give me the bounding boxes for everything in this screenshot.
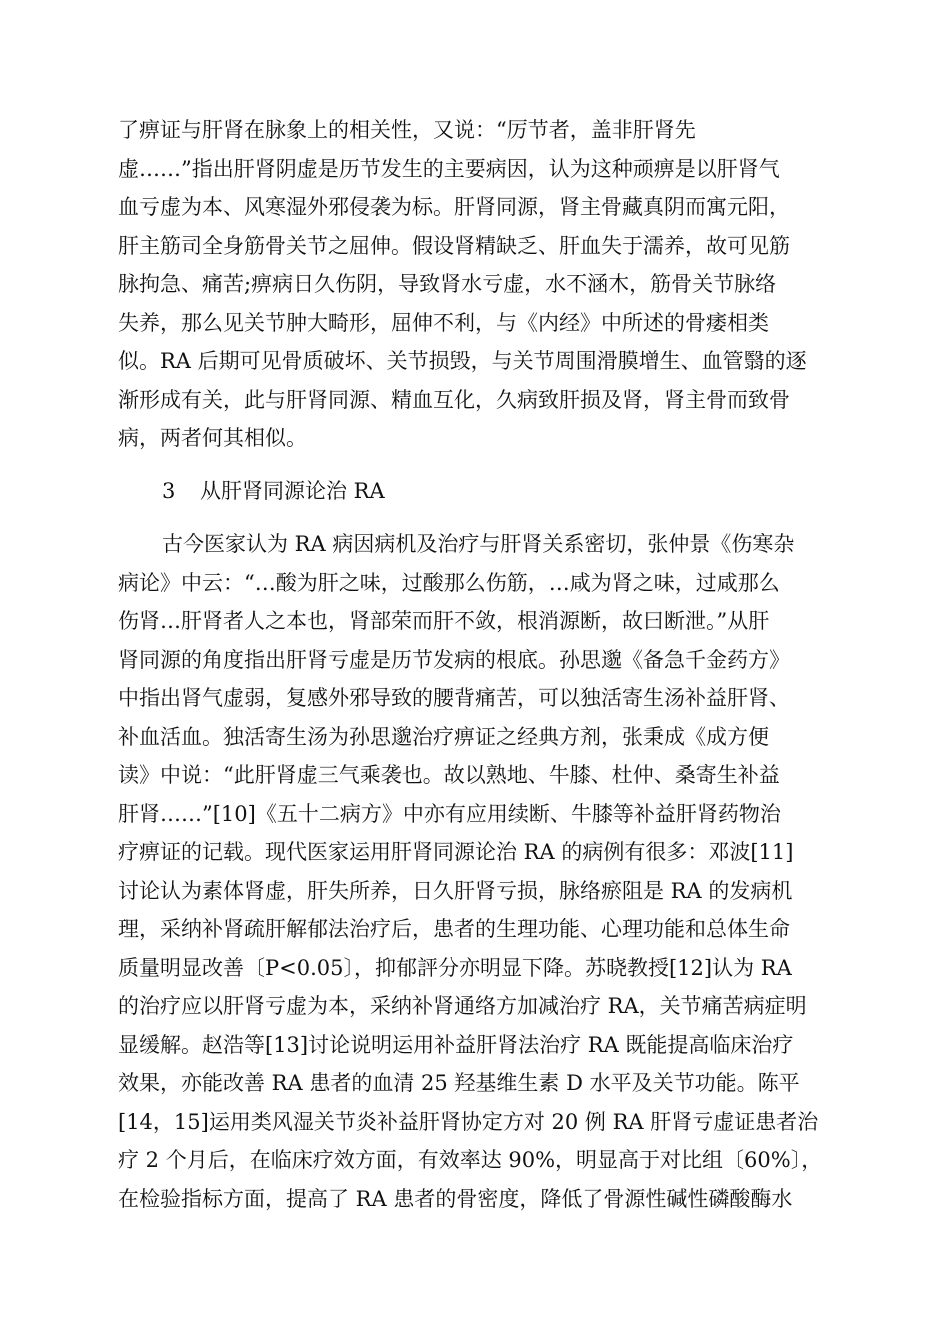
- text-line: 质量明显改善〔P<0.05〕，抑郁評分亦明显下降。苏晓教授[12]认为 RA: [118, 955, 792, 980]
- text-line: 疗痹证的记载。现代医家运用肝肾同源论治 RA 的病例有很多：邓波[11]: [118, 840, 794, 864]
- text-line: 失养，那么见关节肿大畸形，屈伸不利，与《内经》中所述的骨痿相类: [118, 310, 769, 335]
- text-line: 肝肾……”[10]《五十二病方》中亦有应用续断、牛膝等补益肝肾药物治: [118, 801, 781, 826]
- text-line: [14，15]运用类风湿关节炎补益肝肾协定方对 20 例 RA 肝肾亏虚证患者治: [118, 1109, 819, 1134]
- text-line: 了痹证与肝肾在脉象上的相关性，又说：“厉节者，盖非肝肾先: [118, 118, 696, 142]
- text-line: 病论》中云：“…酸为肝之味，过酸那么伤筋，…咸为肾之味，过咸那么: [118, 570, 780, 595]
- text-line: 中指出肾气虚弱，复感外邪导致的腰背痛苦，可以独活寄生汤补益肝肾、: [118, 686, 790, 710]
- text-line: 血亏虚为本、风寒湿外邪侵袭为标。肝肾同源，肾主骨藏真阴而寓元阳，: [118, 195, 790, 219]
- text-line: 读》中说：“此肝肾虚三气乘袭也。故以熟地、牛膝、杜仲、桑寄生补益: [118, 763, 780, 787]
- text-line: 讨论认为素体肾虚，肝失所养，日久肝肾亏损，脉络瘀阻是 RA 的发病机: [118, 878, 793, 903]
- text-line: 虚……”指出肝肾阴虚是历节发生的主要病因，认为这种顽痹是以肝肾气: [118, 156, 780, 181]
- text-line: 疗 2 个月后，在临床疗效方面，有效率达 90%，明显高于对比组〔60%〕，: [118, 1148, 823, 1172]
- text-line: 显缓解。赵浩等[13]讨论说明运用补益肝肾法治疗 RA 既能提高临床治疗: [118, 1032, 794, 1057]
- text-line: 效果，亦能改善 RA 患者的血清 25 羟基维生素 D 水平及关节功能。陈平: [118, 1071, 800, 1095]
- text-line: 补血活血。独活寄生汤为孙思邈治疗痹证之经典方剂，张秉成《成方便: [118, 724, 769, 749]
- text-line: 似。RA 后期可见骨质破坏、关节损毁，与关节周围滑膜增生、血管翳的逐: [118, 349, 807, 373]
- text-line: 古今医家认为 RA 病因病机及治疗与肝肾关系密切，张仲景《伤寒杂: [162, 532, 795, 556]
- text-line: 理，采纳补肾疏肝解郁法治疗后，患者的生理功能、心理功能和总体生命: [118, 917, 790, 941]
- text-line: 脉拘急、痛苦;痹病日久伤阴，导致肾水亏虚，水不涵木，筋骨关节脉络: [118, 272, 777, 296]
- text-line: 渐形成有关，此与肝肾同源、精血互化，久病致肝损及肾，肾主骨而致骨: [118, 387, 790, 412]
- text-line: 病，两者何其相似。: [118, 426, 307, 450]
- text-line: 在检验指标方面，提高了 RA 患者的骨密度，降低了骨源性碱性磷酸酶水: [118, 1186, 793, 1211]
- section-title: 从肝肾同源论治 RA: [200, 479, 385, 503]
- text-line: 的治疗应以肝肾亏虚为本，采纳补肾通络方加减治疗 RA，关节痛苦病症明: [118, 994, 807, 1018]
- text-line: 肾同源的角度指出肝肾亏虚是历节发病的根底。孙思邈《备急千金药方》: [118, 647, 790, 672]
- section-number: 3: [162, 479, 176, 503]
- text-line: 肝主筋司全身筋骨关节之屈伸。假设肾精缺乏、肝血失于濡养，故可见筋: [118, 233, 790, 258]
- text-line: 伤肾…肝肾者人之本也，肾部荣而肝不敛，根消源断，故曰断泄。”从肝: [118, 609, 770, 633]
